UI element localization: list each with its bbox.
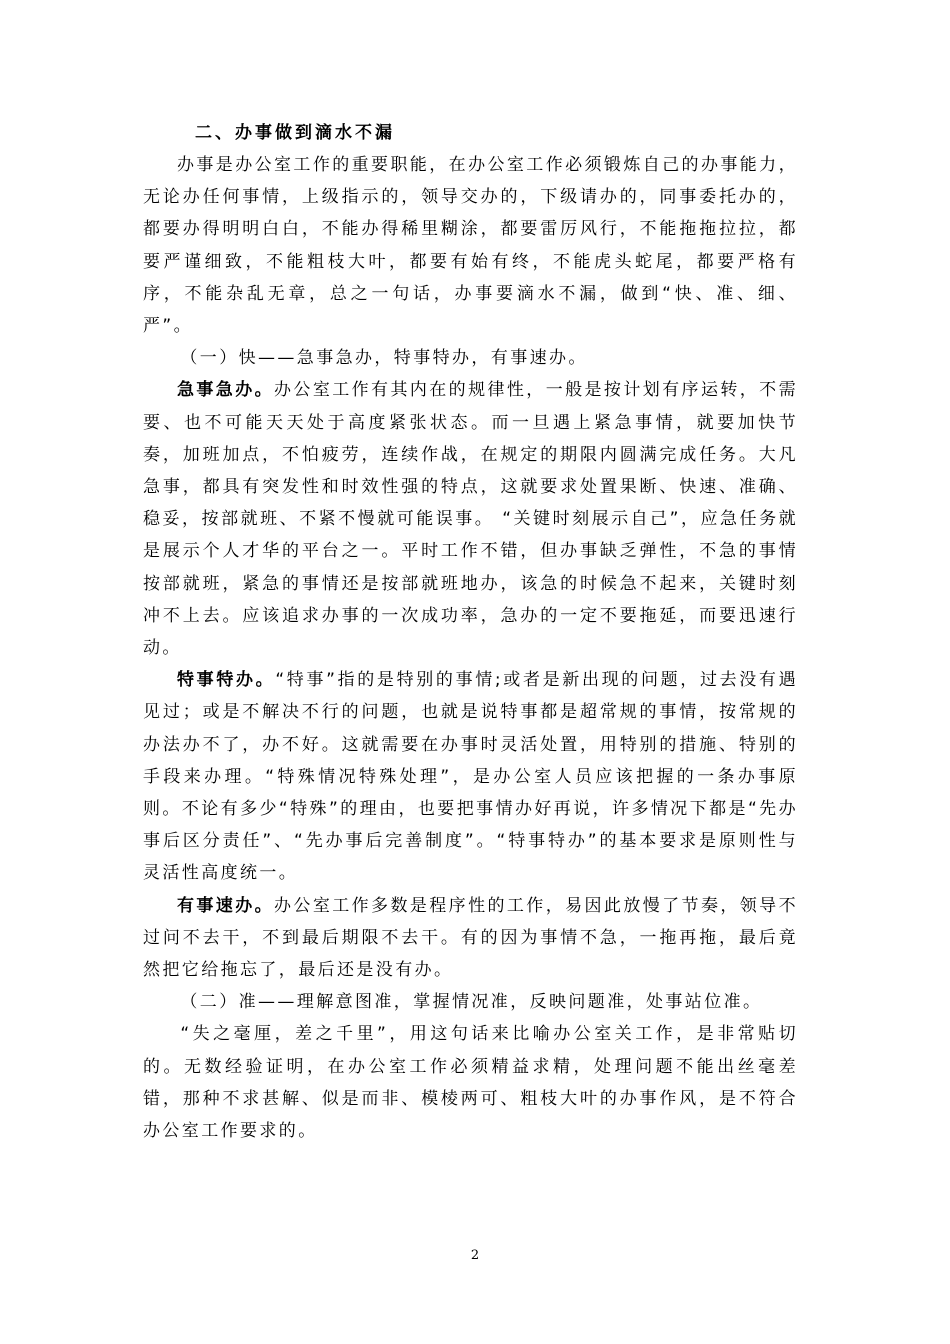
paragraph-text: 办公室工作多数是程序性的工作，易因此放慢了节奏，领导不过问不去干，不到最后期限不去干。有的因为事情不急，一拖再拖，最后竟然把它给拖忘了，最后还是没有办。 <box>143 895 798 981</box>
subheading-paragraph <box>143 342 798 374</box>
paragraph-text: “失之毫厘，差之千里”，用这句话来比喻办公室关工作，是非常贴切的。无数经验证明，在办公室工作必须精益求精，处理问题不能出丝毫差错，那种不求甚解、似是而非、模棱两可、粗枝大叶的办事作风，是不符合办公室工作要求的。 <box>143 1024 798 1142</box>
paragraph-text: （一）快——急事急办，特事特办，有事速办。 <box>180 348 588 369</box>
paragraph-text: 办公室工作有其内在的规律性，一般是按计划有序运转，不需要、也不可能天天处于高度紧张状态。而一旦遇上紧急事情，就要加快节奏，加班加点，不怕疲劳，连续作战，在规定的期限内圆满完成任务。大凡急事，都具有突发性和时效性强的特点，这就要求处置果断、快速、准确、稳妥，按部就班、不紧不慢就可能误事。 “关键时刻展示自己”，应急任务就是展示个人才华的平台之一。平时工作不错，但办事缺乏弹性，不急的事情按部就班，紧急的事情还是按部就班地办，该急的时候急不起来，关键时刻冲不上去。应该追求办事的一次成功率，急办的一定不要拖延，而要迅速行动。 <box>143 380 798 659</box>
paragraph <box>143 664 798 889</box>
paragraph-text: “特事”指的是特别的事情;或者是新出现的问题，过去没有遇见过；或是不解决不行的问题，也就是说特事都是超常规的事情，按常规的办法办不了，办不好。这就需要在办事时灵活处置，用特别的措施、特别的手段来办理。“特殊情况特殊处理”，是办公室人员应该把握的一条办事原则。不论有多少“特殊”的理由，也要把事情办好再说，许多情况下都是“先办事后区分责任”、“先办事后完善制度”。“特事特办”的基本要求是原则性与灵活性高度统一。 <box>143 670 799 884</box>
paragraph-text: （二）准——理解意图准，掌握情况准，反映问题准，处事站位准。 <box>180 992 763 1013</box>
paragraph-text: 办事是办公室工作的重要职能，在办公室工作必须锻炼自己的办事能力，无论办任何事情，上级指示的，领导交办的，下级请办的，同事委托办的，都要办得明明白白，不能办得稀里糊涂，都要雷厉风行，不能拖拖拉拉，都要严谨细致，不能粗枝大叶，都要有始有终，不能虎头蛇尾，都要严格有序，不能杂乱无章，总之一句话，办事要滴水不漏，做到“快、准、细、严”。 <box>143 155 798 337</box>
paragraph <box>143 374 798 664</box>
paragraph-lead: 有事速办。 <box>177 895 275 916</box>
paragraph-lead: 急事急办。 <box>177 380 275 401</box>
section-heading: 二、办事做到滴水不漏 <box>195 123 395 143</box>
paragraph <box>143 149 798 342</box>
page-content <box>143 117 798 1147</box>
paragraph <box>143 890 798 987</box>
subheading-paragraph <box>143 986 798 1018</box>
paragraph-lead: 特事特办。 <box>177 670 276 691</box>
paragraph <box>143 1018 798 1147</box>
page-number: 2 <box>470 1248 480 1263</box>
